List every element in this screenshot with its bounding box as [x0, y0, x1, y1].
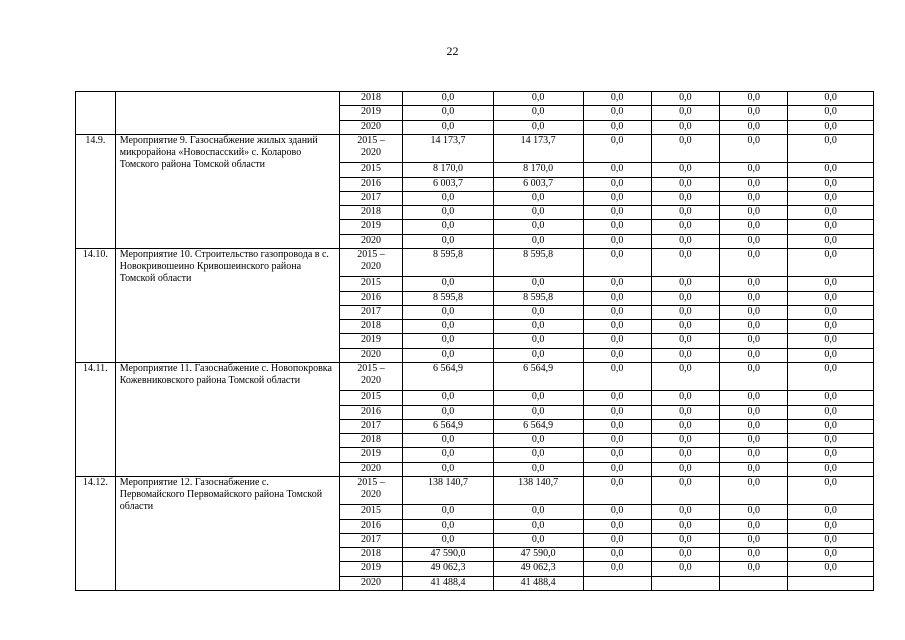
- value-cell: 0,0: [583, 291, 651, 305]
- value-cell: 8 170,0: [493, 163, 583, 177]
- value-cell: 0,0: [493, 348, 583, 362]
- value-cell: 0,0: [651, 533, 719, 547]
- value-cell: 6 003,7: [403, 177, 494, 191]
- value-cell: 0,0: [583, 462, 651, 476]
- value-cell: 0,0: [403, 348, 494, 362]
- value-cell: 0,0: [720, 120, 788, 134]
- year-range-cell: [339, 134, 402, 163]
- value-cell: 0,0: [788, 505, 874, 519]
- value-cell: 0,0: [720, 92, 788, 106]
- value-cell: 0,0: [720, 405, 788, 419]
- value-cell: 0,0: [583, 305, 651, 319]
- year-cell: 2015: [339, 391, 402, 405]
- value-cell: 0,0: [720, 277, 788, 291]
- value-cell: 0,0: [583, 419, 651, 433]
- value-cell: 0,0: [583, 562, 651, 576]
- year-range-start: 2015 –: [357, 362, 385, 374]
- value-cell: 0,0: [403, 120, 494, 134]
- value-cell: 0,0: [651, 562, 719, 576]
- value-cell: 0,0: [651, 320, 719, 334]
- value-cell: 0,0: [788, 305, 874, 319]
- value-cell: 0,0: [720, 305, 788, 319]
- value-cell: 0,0: [403, 334, 494, 348]
- page-number: 22: [446, 44, 459, 58]
- year-cell: 2020: [339, 234, 402, 248]
- value-cell: 0,0: [651, 106, 719, 120]
- value-cell: 6 564,9: [493, 419, 583, 433]
- value-cell: 8 170,0: [403, 163, 494, 177]
- value-cell: [720, 576, 788, 590]
- year-cell: 2018: [339, 548, 402, 562]
- value-cell: 0,0: [720, 476, 788, 505]
- value-cell: 0,0: [403, 206, 494, 220]
- value-cell: 8 595,8: [403, 291, 494, 305]
- value-cell: 0,0: [493, 191, 583, 205]
- value-cell: 0,0: [403, 391, 494, 405]
- value-cell: 0,0: [788, 134, 874, 163]
- value-cell: 0,0: [493, 305, 583, 319]
- value-cell: 0,0: [583, 391, 651, 405]
- value-cell: 0,0: [788, 419, 874, 433]
- year-cell: 2015: [339, 277, 402, 291]
- value-cell: 0,0: [651, 362, 719, 391]
- value-cell: 0,0: [583, 92, 651, 106]
- year-range-start: 2015 –: [357, 476, 385, 488]
- value-cell: 0,0: [651, 462, 719, 476]
- value-cell: 0,0: [493, 448, 583, 462]
- value-cell: 0,0: [651, 434, 719, 448]
- value-cell: 0,0: [788, 220, 874, 234]
- value-cell: 0,0: [651, 177, 719, 191]
- value-cell: 0,0: [493, 120, 583, 134]
- value-cell: 0,0: [720, 562, 788, 576]
- value-cell: 0,0: [583, 248, 651, 277]
- value-cell: 0,0: [720, 320, 788, 334]
- value-cell: 0,0: [720, 348, 788, 362]
- value-cell: 0,0: [403, 220, 494, 234]
- value-cell: 0,0: [720, 163, 788, 177]
- value-cell: 0,0: [788, 462, 874, 476]
- value-cell: 0,0: [583, 334, 651, 348]
- value-cell: 0,0: [583, 163, 651, 177]
- year-cell: 2016: [339, 291, 402, 305]
- value-cell: 0,0: [403, 533, 494, 547]
- value-cell: 49 062,3: [493, 562, 583, 576]
- value-cell: 0,0: [493, 220, 583, 234]
- value-cell: 0,0: [720, 134, 788, 163]
- value-cell: 0,0: [720, 548, 788, 562]
- value-cell: 0,0: [788, 476, 874, 505]
- value-cell: 0,0: [493, 106, 583, 120]
- year-cell: 2018: [339, 206, 402, 220]
- value-cell: 0,0: [720, 448, 788, 462]
- value-cell: 0,0: [493, 462, 583, 476]
- value-cell: 0,0: [583, 362, 651, 391]
- value-cell: 0,0: [403, 92, 494, 106]
- year-cell: 2019: [339, 334, 402, 348]
- measure-total-row: [76, 476, 874, 505]
- value-cell: 0,0: [788, 163, 874, 177]
- value-cell: 0,0: [493, 519, 583, 533]
- value-cell: [583, 576, 651, 590]
- measure-total-row: [76, 248, 874, 277]
- value-cell: 0,0: [493, 334, 583, 348]
- value-cell: 0,0: [788, 234, 874, 248]
- value-cell: 0,0: [583, 120, 651, 134]
- value-cell: 0,0: [651, 548, 719, 562]
- value-cell: 0,0: [651, 405, 719, 419]
- value-cell: 0,0: [788, 434, 874, 448]
- year-range-end: 2020: [361, 488, 382, 500]
- value-cell: 0,0: [403, 191, 494, 205]
- value-cell: 0,0: [493, 92, 583, 106]
- value-cell: 6 564,9: [403, 419, 494, 433]
- year-cell: 2017: [339, 533, 402, 547]
- year-range-cell: [339, 248, 402, 277]
- value-cell: 0,0: [403, 519, 494, 533]
- value-cell: 0,0: [720, 419, 788, 433]
- value-cell: 0,0: [788, 277, 874, 291]
- value-cell: 0,0: [493, 533, 583, 547]
- value-cell: 0,0: [583, 206, 651, 220]
- measure-description-cell: Мероприятие 9. Газоснабжение жилых зданий микрорайона «Новоспасский» с. Коларово Томского района Томской области: [115, 134, 339, 248]
- year-range-start: 2015 –: [357, 134, 385, 146]
- year-cell: 2019: [339, 106, 402, 120]
- value-cell: 0,0: [403, 505, 494, 519]
- value-cell: 6 564,9: [403, 362, 494, 391]
- value-cell: 0,0: [583, 220, 651, 234]
- value-cell: 0,0: [493, 391, 583, 405]
- budget-table: [75, 91, 874, 591]
- value-cell: 0,0: [788, 391, 874, 405]
- value-cell: 0,0: [720, 533, 788, 547]
- value-cell: 0,0: [788, 248, 874, 277]
- value-cell: 41 488,4: [403, 576, 494, 590]
- year-cell: 2016: [339, 177, 402, 191]
- value-cell: 0,0: [583, 505, 651, 519]
- value-cell: 0,0: [788, 519, 874, 533]
- measure-number-cell: 14.12.: [76, 476, 116, 590]
- year-cell: 2016: [339, 405, 402, 419]
- value-cell: 0,0: [403, 448, 494, 462]
- value-cell: 49 062,3: [403, 562, 494, 576]
- year-cell: 2018: [339, 92, 402, 106]
- measure-number-cell: 14.11.: [76, 362, 116, 476]
- value-cell: 0,0: [493, 320, 583, 334]
- value-cell: 0,0: [788, 320, 874, 334]
- value-cell: 0,0: [720, 177, 788, 191]
- value-cell: 0,0: [788, 120, 874, 134]
- value-cell: 0,0: [651, 448, 719, 462]
- value-cell: [788, 576, 874, 590]
- value-cell: 0,0: [651, 120, 719, 134]
- value-cell: 0,0: [583, 348, 651, 362]
- year-cell: 2020: [339, 348, 402, 362]
- value-cell: 6 003,7: [493, 177, 583, 191]
- value-cell: 0,0: [583, 106, 651, 120]
- value-cell: 0,0: [651, 163, 719, 177]
- value-cell: 0,0: [583, 234, 651, 248]
- value-cell: 0,0: [403, 277, 494, 291]
- value-cell: 0,0: [583, 405, 651, 419]
- value-cell: 0,0: [720, 505, 788, 519]
- year-cell: 2020: [339, 462, 402, 476]
- measure-description-cell: Мероприятие 11. Газоснабжение с. Новопокровка Кожевниковского района Томской области: [115, 362, 339, 476]
- year-cell: 2015: [339, 505, 402, 519]
- value-cell: 0,0: [720, 220, 788, 234]
- measure-description-cell: [115, 92, 339, 135]
- value-cell: 0,0: [651, 134, 719, 163]
- value-cell: 0,0: [651, 191, 719, 205]
- measure-total-row: [76, 134, 874, 163]
- value-cell: 0,0: [493, 206, 583, 220]
- value-cell: 8 595,8: [403, 248, 494, 277]
- value-cell: 0,0: [493, 505, 583, 519]
- value-cell: 0,0: [583, 320, 651, 334]
- value-cell: 0,0: [583, 448, 651, 462]
- year-cell: 2020: [339, 576, 402, 590]
- value-cell: 0,0: [651, 334, 719, 348]
- value-cell: 0,0: [651, 234, 719, 248]
- value-cell: 0,0: [651, 206, 719, 220]
- year-range-cell: [339, 362, 402, 391]
- value-cell: 0,0: [403, 320, 494, 334]
- value-cell: 0,0: [493, 434, 583, 448]
- value-cell: 0,0: [788, 448, 874, 462]
- value-cell: 0,0: [788, 548, 874, 562]
- year-cell: 2018: [339, 320, 402, 334]
- value-cell: 0,0: [788, 562, 874, 576]
- value-cell: 0,0: [788, 362, 874, 391]
- year-cell: 2017: [339, 191, 402, 205]
- value-cell: 0,0: [403, 405, 494, 419]
- value-cell: 0,0: [651, 419, 719, 433]
- value-cell: 0,0: [788, 191, 874, 205]
- value-cell: 0,0: [403, 106, 494, 120]
- value-cell: 138 140,7: [493, 476, 583, 505]
- year-cell: 2019: [339, 562, 402, 576]
- value-cell: 14 173,7: [493, 134, 583, 163]
- value-cell: 0,0: [403, 462, 494, 476]
- value-cell: 0,0: [720, 206, 788, 220]
- value-cell: 0,0: [720, 434, 788, 448]
- year-range-end: 2020: [361, 146, 382, 158]
- measure-number-cell: [76, 92, 116, 135]
- value-cell: 0,0: [788, 206, 874, 220]
- year-cell: 2020: [339, 120, 402, 134]
- value-cell: 0,0: [583, 476, 651, 505]
- value-cell: 0,0: [583, 191, 651, 205]
- value-cell: 0,0: [720, 519, 788, 533]
- value-cell: 14 173,7: [403, 134, 494, 163]
- value-cell: 0,0: [651, 476, 719, 505]
- value-cell: 0,0: [788, 106, 874, 120]
- year-range-start: 2015 –: [357, 248, 385, 260]
- value-cell: 0,0: [651, 305, 719, 319]
- value-cell: [651, 576, 719, 590]
- value-cell: 0,0: [651, 348, 719, 362]
- value-cell: 0,0: [720, 106, 788, 120]
- value-cell: 0,0: [651, 92, 719, 106]
- value-cell: 0,0: [651, 220, 719, 234]
- value-cell: 0,0: [788, 334, 874, 348]
- value-cell: 0,0: [583, 434, 651, 448]
- value-cell: 0,0: [720, 362, 788, 391]
- value-cell: 0,0: [720, 234, 788, 248]
- value-cell: 8 595,8: [493, 248, 583, 277]
- value-cell: 0,0: [720, 334, 788, 348]
- value-cell: 8 595,8: [493, 291, 583, 305]
- value-cell: 0,0: [583, 134, 651, 163]
- value-cell: 0,0: [651, 391, 719, 405]
- value-cell: 0,0: [651, 291, 719, 305]
- value-cell: 0,0: [493, 234, 583, 248]
- value-cell: 0,0: [788, 177, 874, 191]
- value-cell: 138 140,7: [403, 476, 494, 505]
- value-cell: 0,0: [651, 505, 719, 519]
- value-cell: 0,0: [583, 177, 651, 191]
- value-cell: 0,0: [403, 434, 494, 448]
- year-range-cell: [339, 476, 402, 505]
- value-cell: 0,0: [720, 248, 788, 277]
- year-range-end: 2020: [361, 260, 382, 272]
- year-range-end: 2020: [361, 374, 382, 386]
- measure-description-cell: Мероприятие 12. Газоснабжение с. Первомайского Первомайского района Томской области: [115, 476, 339, 590]
- year-cell: 2019: [339, 220, 402, 234]
- value-cell: 0,0: [493, 277, 583, 291]
- value-cell: 0,0: [583, 548, 651, 562]
- value-cell: 0,0: [788, 405, 874, 419]
- value-cell: 0,0: [403, 234, 494, 248]
- value-cell: 0,0: [788, 291, 874, 305]
- value-cell: 6 564,9: [493, 362, 583, 391]
- value-cell: 0,0: [720, 391, 788, 405]
- measure-number-cell: 14.10.: [76, 248, 116, 362]
- value-cell: 0,0: [788, 348, 874, 362]
- measure-total-row: [76, 362, 874, 391]
- value-cell: 0,0: [788, 533, 874, 547]
- value-cell: 0,0: [720, 291, 788, 305]
- value-cell: 0,0: [720, 191, 788, 205]
- value-cell: 0,0: [583, 277, 651, 291]
- year-cell: 2015: [339, 163, 402, 177]
- value-cell: 47 590,0: [493, 548, 583, 562]
- value-cell: 0,0: [720, 462, 788, 476]
- measure-number-cell: 14.9.: [76, 134, 116, 248]
- value-cell: 0,0: [651, 277, 719, 291]
- value-cell: 0,0: [583, 533, 651, 547]
- value-cell: 0,0: [651, 519, 719, 533]
- year-cell: 2018: [339, 434, 402, 448]
- table-row: [76, 92, 874, 106]
- year-cell: 2016: [339, 519, 402, 533]
- value-cell: 47 590,0: [403, 548, 494, 562]
- year-cell: 2017: [339, 419, 402, 433]
- year-cell: 2019: [339, 448, 402, 462]
- value-cell: 0,0: [403, 305, 494, 319]
- value-cell: 0,0: [583, 519, 651, 533]
- measure-description-cell: Мероприятие 10. Строительство газопровода в с. Новокривошеино Кривошеинского района Томской области: [115, 248, 339, 362]
- value-cell: 41 488,4: [493, 576, 583, 590]
- value-cell: 0,0: [651, 248, 719, 277]
- year-cell: 2017: [339, 305, 402, 319]
- value-cell: 0,0: [493, 405, 583, 419]
- value-cell: 0,0: [788, 92, 874, 106]
